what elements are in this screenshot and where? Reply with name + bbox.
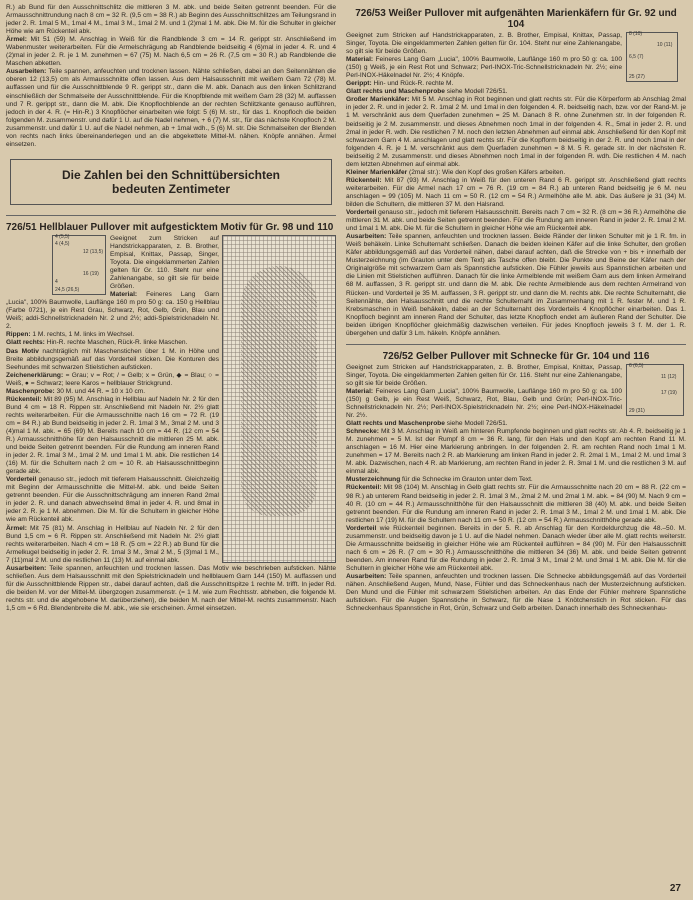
sleeve-paragraph [6, 36, 336, 68]
article-title-726-52: 726/52 Gelber Pullover mit Schnecke für Gr. 104 und 116 [382, 350, 650, 362]
keyword: Glatt rechts und Maschenprobe [346, 88, 445, 96]
divider [346, 344, 686, 345]
keyword: Vorderteil [346, 524, 377, 532]
text: = Grau; v = Rot; / = Gelb; x = Grün, ◆ = Blau; ○ = Weiß, ● = Schwarz; leere Karos = hellblauer Strickgrund. [6, 371, 219, 387]
text: Mit 3 M. Anschlag in Weiß am hinteren Rumpfende beginnen und glatt rechts str. Ab 4. R. beidseitig je 1 M. zunehmen = 5 M. Ist der Rumpf 8 cm = 36 R. lang, für den Hals und den Kopf am rechten Rand 11 M. anschlagen = 16 M. Hier eine Markierung anbringen. In der folgenden 2. R. am rechten Rand noch 1mal 1 M. zunehmen = 17 M. Bereits nach 2 R. ab Markierung am linken Rand in jeder 2. R. 2mal 1 M., 1mal 2 M. und 1mal 3 M. abk. Dazwischen, nach 4 R. ab Markierung, am rechten Rand in jeder 2. R. 3mal 1 M. und die restlichen 3 M. auf einmal abk. [346, 428, 686, 476]
a2-front [346, 209, 686, 233]
info-box-line-1: Die Zahlen bei den Schnittübersichten [61, 167, 281, 182]
text: für die Schnecke im Grauton unter dem Text. [400, 476, 533, 484]
motif-chart-grid [222, 235, 336, 563]
keyword: Ausarbeiten: [346, 573, 387, 580]
a2-back [346, 177, 686, 209]
a3-finishing [346, 573, 686, 613]
text: nachträglich mit Maschenstichen über 1 M. in Höhe und Breite abbildungsgemäß auf das Vorderteil sticken. Die Konturen des Seehundes mit schwarzen Stielstichen aufsticken. [6, 347, 219, 371]
page-number: 27 [669, 883, 681, 894]
keyword: Glatt rechts: [6, 339, 45, 347]
text: siehe Modell 726/51. [444, 88, 508, 96]
keyword: Schnecke: [346, 428, 379, 436]
text: wie Rückenteil beginnen. Bereits in der 5. R. ab Anschlag für den Kordeldurchzug die 48.–50. M. zusammenstr. und beidseitig davon je 1 U. auf die Nadel nehmen. Danach wieder über alle M. glatt rechts weiterstr. Die Armausschnitte beidseitig in gleicher Höhe wie am Rückenteil aufführen = 84 (90) M. Für den Halsausschnitt nach 6 cm = 26 R. (7 cm = 30 R.) Armausschnitthöhe die mittleren 34 (36) M. abk. und beide Seiten getrennt beenden. Am inneren Rand für die Rundung in jeder 2. R. 1mal 3 M., 1mal 2 M. und 3mal 1 M. abk. Die M. für die Schultern in gleicher Höhe wie am Rückenteil abk. [346, 524, 686, 572]
keyword: Material: [346, 387, 374, 395]
keyword: Ärmel: [6, 36, 27, 44]
keyword: Ausarbeiten: [6, 68, 47, 76]
sketch-body [626, 364, 684, 416]
keyword: Das Motiv [6, 347, 39, 355]
keyword: Rückenteil: [346, 176, 382, 184]
text: Mit 51 (59) M. Anschlag in Weiß für die Randblende 3 cm = 14 R. gerippt str. Anschließend im Wabenmuster weiterarbeiten. Für die Armelschrägung ab Randblende beidseitig 4 (6)mal in jeder 4. R. und 4 (2)mal in jeder 2. R. je 1 M. zunehmen = 67 (75) M. Nach 6,5 cm = 26 R. (7,5 cm = 30 R.) ab Randblende die Maschen abketten. [6, 36, 336, 68]
divider [6, 215, 336, 216]
text: Mit 98 (104) M. Anschlag in Gelb glatt rechts str. Für die Armausschnitte nach 20 cm = 88 R. (22 cm = 98 R.) ab unterem Rand beidseitig in jeder 2. R. 1mal 3 M., 2mal 2 M. und 2mal 1 M. abk. = 84 (90) M. Nach 9 cm = 40 R. (10 cm = 44 R.) Armausschnitthöhe für den Halsausschnitt die mittleren 38 (40) M. abk. und beide Seiten getrennt beenden. Für die Rundung am inneren Rand in jeder 2. R. 1mal 3 M., 1mal 2 M. und 1mal 1 M. abk. Die restlichen 17 (19) M. für die Schultern nach 11 cm = 50 R. (12 cm = 54 R.) Armausschnitthöhe gerade abk. [346, 484, 686, 524]
info-box [10, 159, 332, 205]
keyword: Rückenteil: [346, 484, 382, 492]
a3-stockinette [346, 420, 686, 428]
info-box-line-2: bedeuten Zentimeter [111, 181, 231, 196]
seal-motif-shape [241, 266, 317, 516]
pattern-sketch-726-53 [626, 32, 686, 82]
sketch-label: 17 (19) [661, 389, 677, 396]
sketch-label: 16 (19) [83, 270, 99, 277]
keyword: Rippen: [6, 331, 31, 339]
text: Mit 87 (93) M. Anschlag in Weiß für den unteren Rand 6 R. gerippt str. Anschließend glatt rechts weiterarbeiten. Für die Armel nach 17 cm = 76 R. (19 cm = 84 R.) ab unteren Rand beidseitig je 6 M. neu anschlagen = 99 (105) M. Nach 11 cm = 50 R. (12 cm = 54 R.) Armelhöhe alle M. abk. Das äußere je 31 (34) M. bilden die Schultern, die mittleren 37 M. den Halsrand. [346, 176, 686, 208]
text: siehe Modell 726/51. [444, 420, 508, 428]
keyword: Zeichenerklärung: [6, 371, 64, 379]
keyword: Ärmel: [6, 524, 27, 532]
keyword: Gerippt: [346, 80, 372, 88]
sketch-label: 11 (12) [661, 373, 677, 380]
pattern-sketch-726-51 [6, 235, 106, 298]
sketch-label: 29 (31) [629, 407, 645, 414]
a2-large-ladybug [346, 96, 686, 168]
a2-intro: Geeignet zum Stricken auf Handstrickapparaten, z. B. Brother, Empisal, Knittax, Passap, Singer, Toyota. Die eingeklammerten Zahlen gelten für Gr. 104. Steht nur eine Zahlenangabe, so gilt sie für beide Größen. [346, 32, 622, 56]
left-column [6, 4, 336, 613]
text: Hin- und Rück-R. rechte M. [371, 80, 454, 88]
a1-intro: Geeignet zum Stricken auf Handstrickapparaten, z. B. Brother, Empisal, Knittax, Passap, Singer, Toyota. Die eingeklammerten Zahlen gelten für Gr. 110. Steht nur eine Zahlenangabe, so gilt sie für beide Größen. [110, 234, 219, 291]
keyword: Maschenprobe: [6, 387, 55, 395]
keyword: Vorderteil [6, 476, 37, 484]
text: genauso str., jedoch mit tieferem Halsausschnitt. Gleichzeitig mit Beginn der Armausschnitte die Mittel-M. abk. und beide Seiten getrennt beenden. Für die Ausschnittschrägung am inneren Rand 2mal in jeder 2. R. und danach abwechselnd 8mal in jeder 4. R. und 8mal in jeder 2. R. je 1 M. abnehmen. Die M. für die Schultern in gleicher Höhe wie am Rückenteil abk. [6, 476, 219, 524]
a2-finishing [346, 233, 686, 338]
a3-back [346, 484, 686, 524]
keyword: Glatt rechts und Maschenprobe [346, 420, 445, 428]
a3-front [346, 525, 686, 573]
sketch-label: 24,5 (26,5) [55, 286, 80, 293]
article-title-726-51: 726/51 Hellblauer Pullover mit aufgesticktem Motiv für Gr. 98 und 110 [6, 221, 334, 233]
a3-chart-note [346, 476, 686, 484]
right-column [346, 4, 686, 613]
text: Feineres Lang Garn „Lucia", 100% Baumwolle, Lauflänge 160 m pro 50 g: ca. 100 (150) g Weiß, je ein Rest Rot und Schwarz; Perl-INOX-Tric-Schnellstricknadeln Nr. 2½; eine Perl-INOX-Häkelnadel Nr. 2½; 4 Knöpfe. [346, 56, 622, 80]
sketch-label: 4 (4,5) [55, 240, 70, 247]
text: Teile spannen, anfeuchten und trocknen lassen. Das Motiv wie beschrieben aufsticken. Nähte schließen. Aus dem Halsausschnitt mit den Spielstricknadeln und hellblauem Garn 144 (150) M. auffassen und für die Ausschnittblende Rippen str., dabei darauf achten, daß die Ausschnittspitze 1 rechte M. trifft. In jeder Rd. die beiden M. vor der Mittel-M. übergzogen zusammenstr. (= 1 M. wie zum Rechtsstr. abheben, die folgende M. rechts str. und die abgehobene M. darüberziehen), die beiden M. nach der Mittel-M. rechts zusammenstr. Nach 1,5 cm = 6 Rd. Blendenbreite die M. abk., wie sie erscheinen. Ärmel einsetzen. [6, 564, 336, 612]
a3-snail [346, 428, 686, 476]
sketch-label: 12 (13,5) [83, 248, 104, 255]
text: (2mal str.): Wie den Kopf des großen Käfers arbeiten. [407, 168, 566, 176]
sketch-label: 4 [55, 278, 58, 285]
sketch-label: 8 (10) [629, 31, 643, 37]
a2-stockinette [346, 88, 686, 96]
sketch-front-back [52, 235, 106, 295]
keyword: Vorderteil [346, 209, 377, 217]
pattern-sketch-726-52 [626, 364, 686, 416]
sketch-label: 25 (27) [629, 74, 645, 80]
a1-finishing [6, 565, 336, 613]
text: Hin-R. rechte Maschen, Rück-R. linke Maschen. [44, 339, 188, 347]
sketch-label: 6 (6,5) [629, 362, 644, 369]
text: 30 M. und 44 R. = 10 x 10 cm. [54, 387, 146, 395]
text: 1 M. rechts, 1 M. links im Wechsel. [30, 331, 135, 339]
text: Teile spannen, anfeuchten und trocknen lassen. Die Schnecke abbildungsgemäß auf das Vorderteil nähen. Anschließend Augen, Mund, Nase, Fühler und das Schneckenhaus nach der Musterzeichnung aufsticken. Den Mund und die Fühler mit schwarzem Stielstichen arbeiten. An das Ende der Fühler mehrere Spannstiche aufsticken. Für die Augen Spannstiche in Schwarz, für die Nase 1 Knötchenstich in Rot sticken. Für das Schneckenhaus Spannstiche in Rot, Grün, Schwarz und Gelb arbeiten. Danach innerhalb des Schneckenhau- [346, 573, 686, 613]
keyword: Material: [110, 291, 138, 299]
text: Mit 75 (81) M. Anschlag in Hellblau auf Nadeln Nr. 2 für den Bund 1,5 cm = 6 R. Rippen str. Anschließend mit Nadeln Nr. 2½ glatt rechts weiterarbeiten. Nach 4 cm = 18 R. (5 cm = 22 R.) ab Bund für die Armelkugel beidseitig in jeder 2. R. 1mal 3 M., 3mal 2 M., 5 (3)mal 1 M., 7 (11)mal 2 M. und die restlichen 11 (13) M. auf einmal abk. [6, 524, 219, 564]
keyword: Großer Marienkäfer: [346, 96, 410, 104]
finishing-paragraph [6, 68, 336, 148]
sketch-label: 6,5 (7) [629, 54, 644, 60]
keyword: Musterzeichnung [346, 476, 401, 484]
sketch-body [626, 32, 678, 82]
a2-small-ladybug [346, 169, 686, 177]
text: Feineres Lang Garn „Lucia", 100% Baumwolle, Lauflänge 160 m pro 50 g: ca. 150 g Hellblau (Farbe 0721), je ein Rest Grau, Schwarz, Rot, Gelb, Grün, Blau und Weiß; addi-Schnellstricknadeln Nr. 2 und 2½; addi-Spielstricknadeln Nr. 2. [6, 291, 219, 331]
text: Mit 89 (95) M. Anschlag in Hellblau auf Nadeln Nr. 2 für den Bund 4 cm = 18 R. Rippen str. Anschließend mit Nadeln Nr. 2½ glatt rechts weiterarbeiten. Für die Armausschnitte nach 16 cm = 72 R. (19 cm = 84 R.) ab Bund beidseitig in jeder 2. R. 1mal 3 M., 3mal 2 M. und 3 (4)mal 1 M. abk. = 65 (69) M. Bereits nach 10 cm = 44 R. (12 cm = 54 R.) Armausschnitthöhe für den Halsausschnitt die mittleren 25 M. abk. und beide Seiten getrennt beenden. Für die Rundung am inneren Rand in jeder 2. R. 1mal 3 M., 1mal 2 M. und 1mal 1 M. abk. Die restlichen 14 (16) M. für die Schultern nach 2 cm = 10 R. ab Halsausschnittbeginn gerade abk. [6, 395, 219, 476]
text: Feineres Lang Garn „Lucia", 100% Baumwolle, Lauflänge 160 m pro 50 g: ca. 100 (150) g Gelb, je ein Rest Weiß, Schwarz, Rot, Blau, Gelb und Grün; Perl-INOX-Tric-Schnellstricknadeln Nr. 2½; Perl-INOX-Spielstricknadeln Nr. 2½; eine Perl-INOX-Häkelnadel Nr. 2½. [346, 387, 622, 420]
text: Teile spannen, anfeuchten und trocknen lassen. Beide Ränder der linken Schulter mit je 1 R. fm. in Weiß behäkeln. Linke Schulternaht schließen. Danach die beiden kleinen Käfer auf die linke Schulter, den großen Käfer abbildungsgemäß auf das Vorderteil nähen, dabei darauf achten, daß die Strecke von + bis + innerhalb der Musterzeichnung (im Grauton unter dem Text) als Tasche offen bleibt. Die Punkte und Beine der Käfer nach der Originalgröße mit schwarzem Garn als Spannstiche aufsticken. Die Fühler jeweils aus Spannstichen arbeiten und die Linien mit Stielstichen aufführen. Danach für die linke Armelblende mit weißem Garn aus dem linken Armelrand 68 M. auffassen, 3 R. gerippt str. und dann die M. abk. Die rechte Armelblende aus dem rechten Armelrand von Rücken- und Vorderteil je 35 M. auffassen, 3 R. gerippt str. und dann die M. rechts abk. Die rechte Schulternaht, die Seitennähte, den Halsausschnitt und die rechte Schulternaht im Zusammenhang mit 1 R. fester M. und 1 R. Krebsmaschen in Weiß behäkeln, dabei an der Schulternaht des Vorderteils 4 Knopflöcher einarbeiten. Das 1. Knopfloch beginnt am inneren Rand der Schulter, das letzte Knopfloch endet am äußeren Rand der Schulter. Die beiden übrigen Knopflöcher gleichmäßig dazwischen verteilen. Für jedes Knopfloch jeweils 3 f. M. der 1. R. übergehen und dafür 3 Lm. häkeln. Knöpfe annähen. [346, 233, 686, 337]
sketch-label: 4 (5,5) [55, 233, 70, 240]
keyword: Kleiner Marienkäfer [346, 168, 408, 176]
keyword: Material: [346, 56, 374, 64]
intro-paragraph: R.) ab Bund für den Ausschnittschlitz die mittleren 3 M. abk. und beide Seiten getrennt beenden. Für die Armausschnittrundung nach 8 cm = 32 R. (9,5 cm = 38 R.) ab Beginn des Ausschnittschlitzes am Teilungsrand in jeder 2. R. 1mal 5 M., 1mal 4 M., 1mal 3 M., 1mal 2 M. und 1 (2)mal 1 M. abk. Die M. für die Schulter in gleicher Höhe wie am Rückenteil abk. [6, 4, 336, 36]
keyword: Ausarbeiten: [6, 564, 47, 572]
keyword: Rückenteil: [6, 395, 42, 403]
text: Teile spannen, anfeuchten und trocknen lassen. Nähte schließen, dabei an den Seitennähten die oberen 12 (13,5) cm als Armausschnitte offen lassen. Aus dem Halsausschnitt mit weißem Garn 72 (78) M. auffassen und für die Ausschnittblende 9 R. gerippt str., dann die M. abk. Danach aus den linken Schlitzrand einschließlich der Schmalseite der Ausschnittblende. Für die Knopfblende mit weißem Garn 28 (32) M. auffassen und 7 R. gerippt str., dann die M. abk. Die Knopflochblende an der rechten Schlitzkante genauso aufführen, jedoch in der 4. R. (= Hin-R.) 3 Knopflöcher einarbeiten wie folgt: 5 (6) M. str., für das 1. Knopfloch die beiden folgenden M. zusammenstr. und dafür 1 U. auf die Nadel nehmen, + 6 (7) M. str., für das nächste Knopfloch 2 M. zusammenstr. und dafür 1 U. auf die Nadel nehmen, ab + 1mal wdh., 5 (6) M. str. Die Schmalseiten der Blenden von rechts nach links übereinanderlegen und an die abgekettete Mittel-M. nähen. Knöpfe annähen. Ärmel einsetzen. [6, 68, 336, 148]
sketch-label: 10 (11) [657, 42, 673, 48]
text: genauso str., jedoch mit tieferem Halsausschnitt. Bereits nach 7 cm = 32 R. (8 cm = 36 R.) Armelhöhe die mittleren 31 M. abk. und beide Seiten getrennt beenden. Für die Rundung am inneren Rand in jeder 2. R. 1mal 2 M. und 1mal 1 M. abk. Die M. für die Schultern in gleicher Höhe wie am Rückenteil abk. [346, 209, 686, 233]
a3-intro: Geeignet zum Stricken auf Handstrickapparaten, z. B. Brother, Empisal, Knittax, Passap, Singer, Toyota. Die eingeklammerten Zahlen gelten für Gr. 116. Steht nur eine Zahlenangabe, so gilt sie für beide Größen. [346, 363, 622, 387]
keyword: Ausarbeiten: [346, 233, 387, 241]
text: Mit 5 M. Anschlag in Rot beginnen und glatt rechts str. Für die Körperform ab Anschlag 2mal in jeder 2. R. und in jeder 2. R. 1mal 2 M. und 1mal in den folgenden 4. R. beidseitig nach, bzw. vor der Rand-M. je 1 M. verschränkt aus dem Querfaden zunehmen = 25 M. Danach 8 R. ohne Zunehmen str. In der folgenden R. beidseitig je 2 M. zusammenstr. und dieses Abnehmen noch 1mal in der folgenden 4. R., 5mal in jeder 2. R. und 2mal in jeder R. wdh. Die restlichen 7 M. noch den letzten Abnehmen auf einmal abk. Anschließend für den Kopf mit schwarzem Garn 4 M. anschlagen und glatt rechts str. Für die Kopfform beidseitig in der 2. R. und noch 1mal in der folgenden 4. R. je 1 M. verschränkt aus dem Querfaden zunehmen = 8 M. 5 R. gerade str. In der nächsten R. beidseitig 2 M. zusammenstr. und dieses Abnehmen noch 1mal in der folgenden R. wdh. Die restlichen 4 M. nach dem letzten Abnehmen auf einmal abk. [346, 96, 686, 168]
article-title-726-53: 726/53 Weißer Pullover mit aufgenähten Marienkäfern für Gr. 92 und 104 [355, 8, 677, 30]
